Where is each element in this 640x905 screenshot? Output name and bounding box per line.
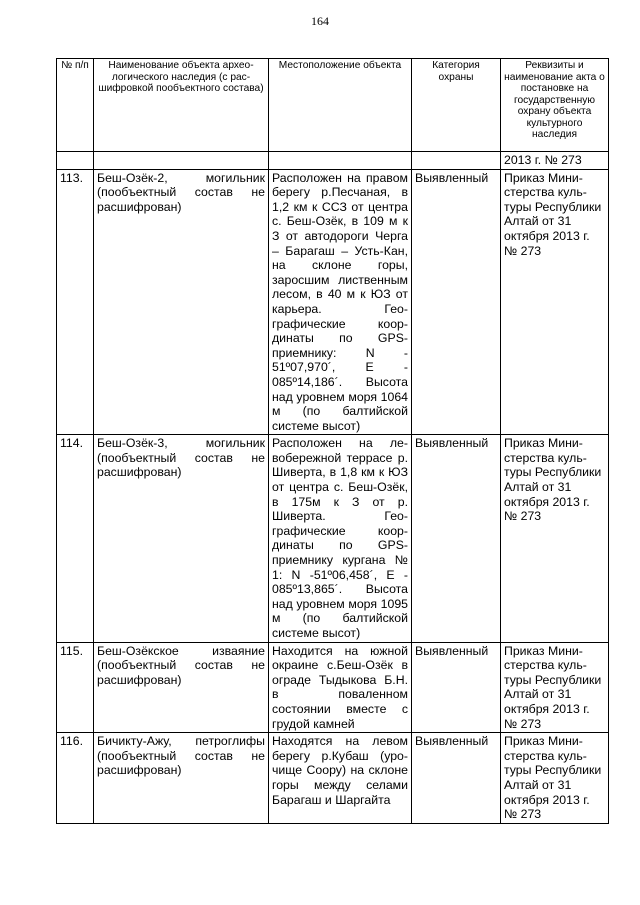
protection-category: Выявленный (412, 733, 501, 824)
object-location: Находятся на левом берегу р.Кубаш (урочище Соору) на склоне горы между селами Барагаш и Шаргайта (269, 733, 412, 824)
table-row (57, 435, 609, 642)
header-row (57, 59, 609, 152)
protection-act: Приказ Министерства культуры Республики Алтай от 31 октября 2013 г. № 273 (501, 642, 609, 733)
row-number: 116. (57, 733, 94, 824)
protection-category: Выявленный (412, 642, 501, 733)
continuation-act: 2013 г. № 273 (501, 152, 609, 170)
protection-category: Выявленный (412, 169, 501, 435)
header-category: Категория охраны (412, 59, 501, 152)
object-location: Расположен на левобережной террасе р. Шиверта, в 1,8 км к ЮЗ от центра с. Беш-Озёк, в 175м к З от р. Шиверта. Географические координаты по GPS-приемнику кургана № 1: N -51º06,458´, E - 085º13,865´. Высота над уровнем моря 1095 м (по балтийской системе высот) (269, 435, 412, 642)
object-location: Находится на южной окраине с.Беш-Озёк в ограде Тыдыкова Б.Н. в поваленном состоянии вместе с грудой камней (269, 642, 412, 733)
row-number: 113. (57, 169, 94, 435)
header-num: № п/п (57, 59, 94, 152)
protection-act: Приказ Министерства культуры Республики Алтай от 31 октября 2013 г. № 273 (501, 435, 609, 642)
row-number: 114. (57, 435, 94, 642)
protection-act: Приказ Министерства культуры Республики Алтай от 31 октября 2013 г. № 273 (501, 733, 609, 824)
object-name: Беш-Озёк-2, могильник (пообъектный состав не расшифрован) (94, 169, 269, 435)
continuation-row (57, 152, 609, 170)
page-number: 164 (311, 14, 329, 28)
header-act: Реквизиты и наименование акта о постановке на государственную охрану объекта культурного наследия (501, 59, 609, 152)
table-row (57, 169, 609, 435)
object-name: Бичикту-Ажу, петроглифы (пообъектный состав не расшифрован) (94, 733, 269, 824)
heritage-registry-table (56, 58, 609, 824)
header-location: Местоположение объекта (269, 59, 412, 152)
protection-category: Выявленный (412, 435, 501, 642)
header-name: Наименование объекта археологического наследия (с расшифровкой пообъектного состава) (94, 59, 269, 152)
object-name: Беш-Озёк-3, могильник (пообъектный состав не расшифрован) (94, 435, 269, 642)
object-location: Расположен на правом берегу р.Песчаная, в 1,2 км к ССЗ от центра с. Беш-Озёк, в 109 м к З от автодороги Черга – Барагаш – Усть-Кан, на склоне горы, заросшим лиственным лесом, в 40 м к ЮЗ от карьера. Географические координаты по GPS-приемнику: N - 51º07,970´, E - 085º14,186´. Высота над уровнем моря 1064 м (по балтийской системе высот) (269, 169, 412, 435)
row-number: 115. (57, 642, 94, 733)
table-row (57, 733, 609, 824)
object-name: Беш-Озёкское изваяние (пообъектный состав не расшифрован) (94, 642, 269, 733)
table-row (57, 642, 609, 733)
protection-act: Приказ Министерства культуры Республики Алтай от 31 октября 2013 г. № 273 (501, 169, 609, 435)
